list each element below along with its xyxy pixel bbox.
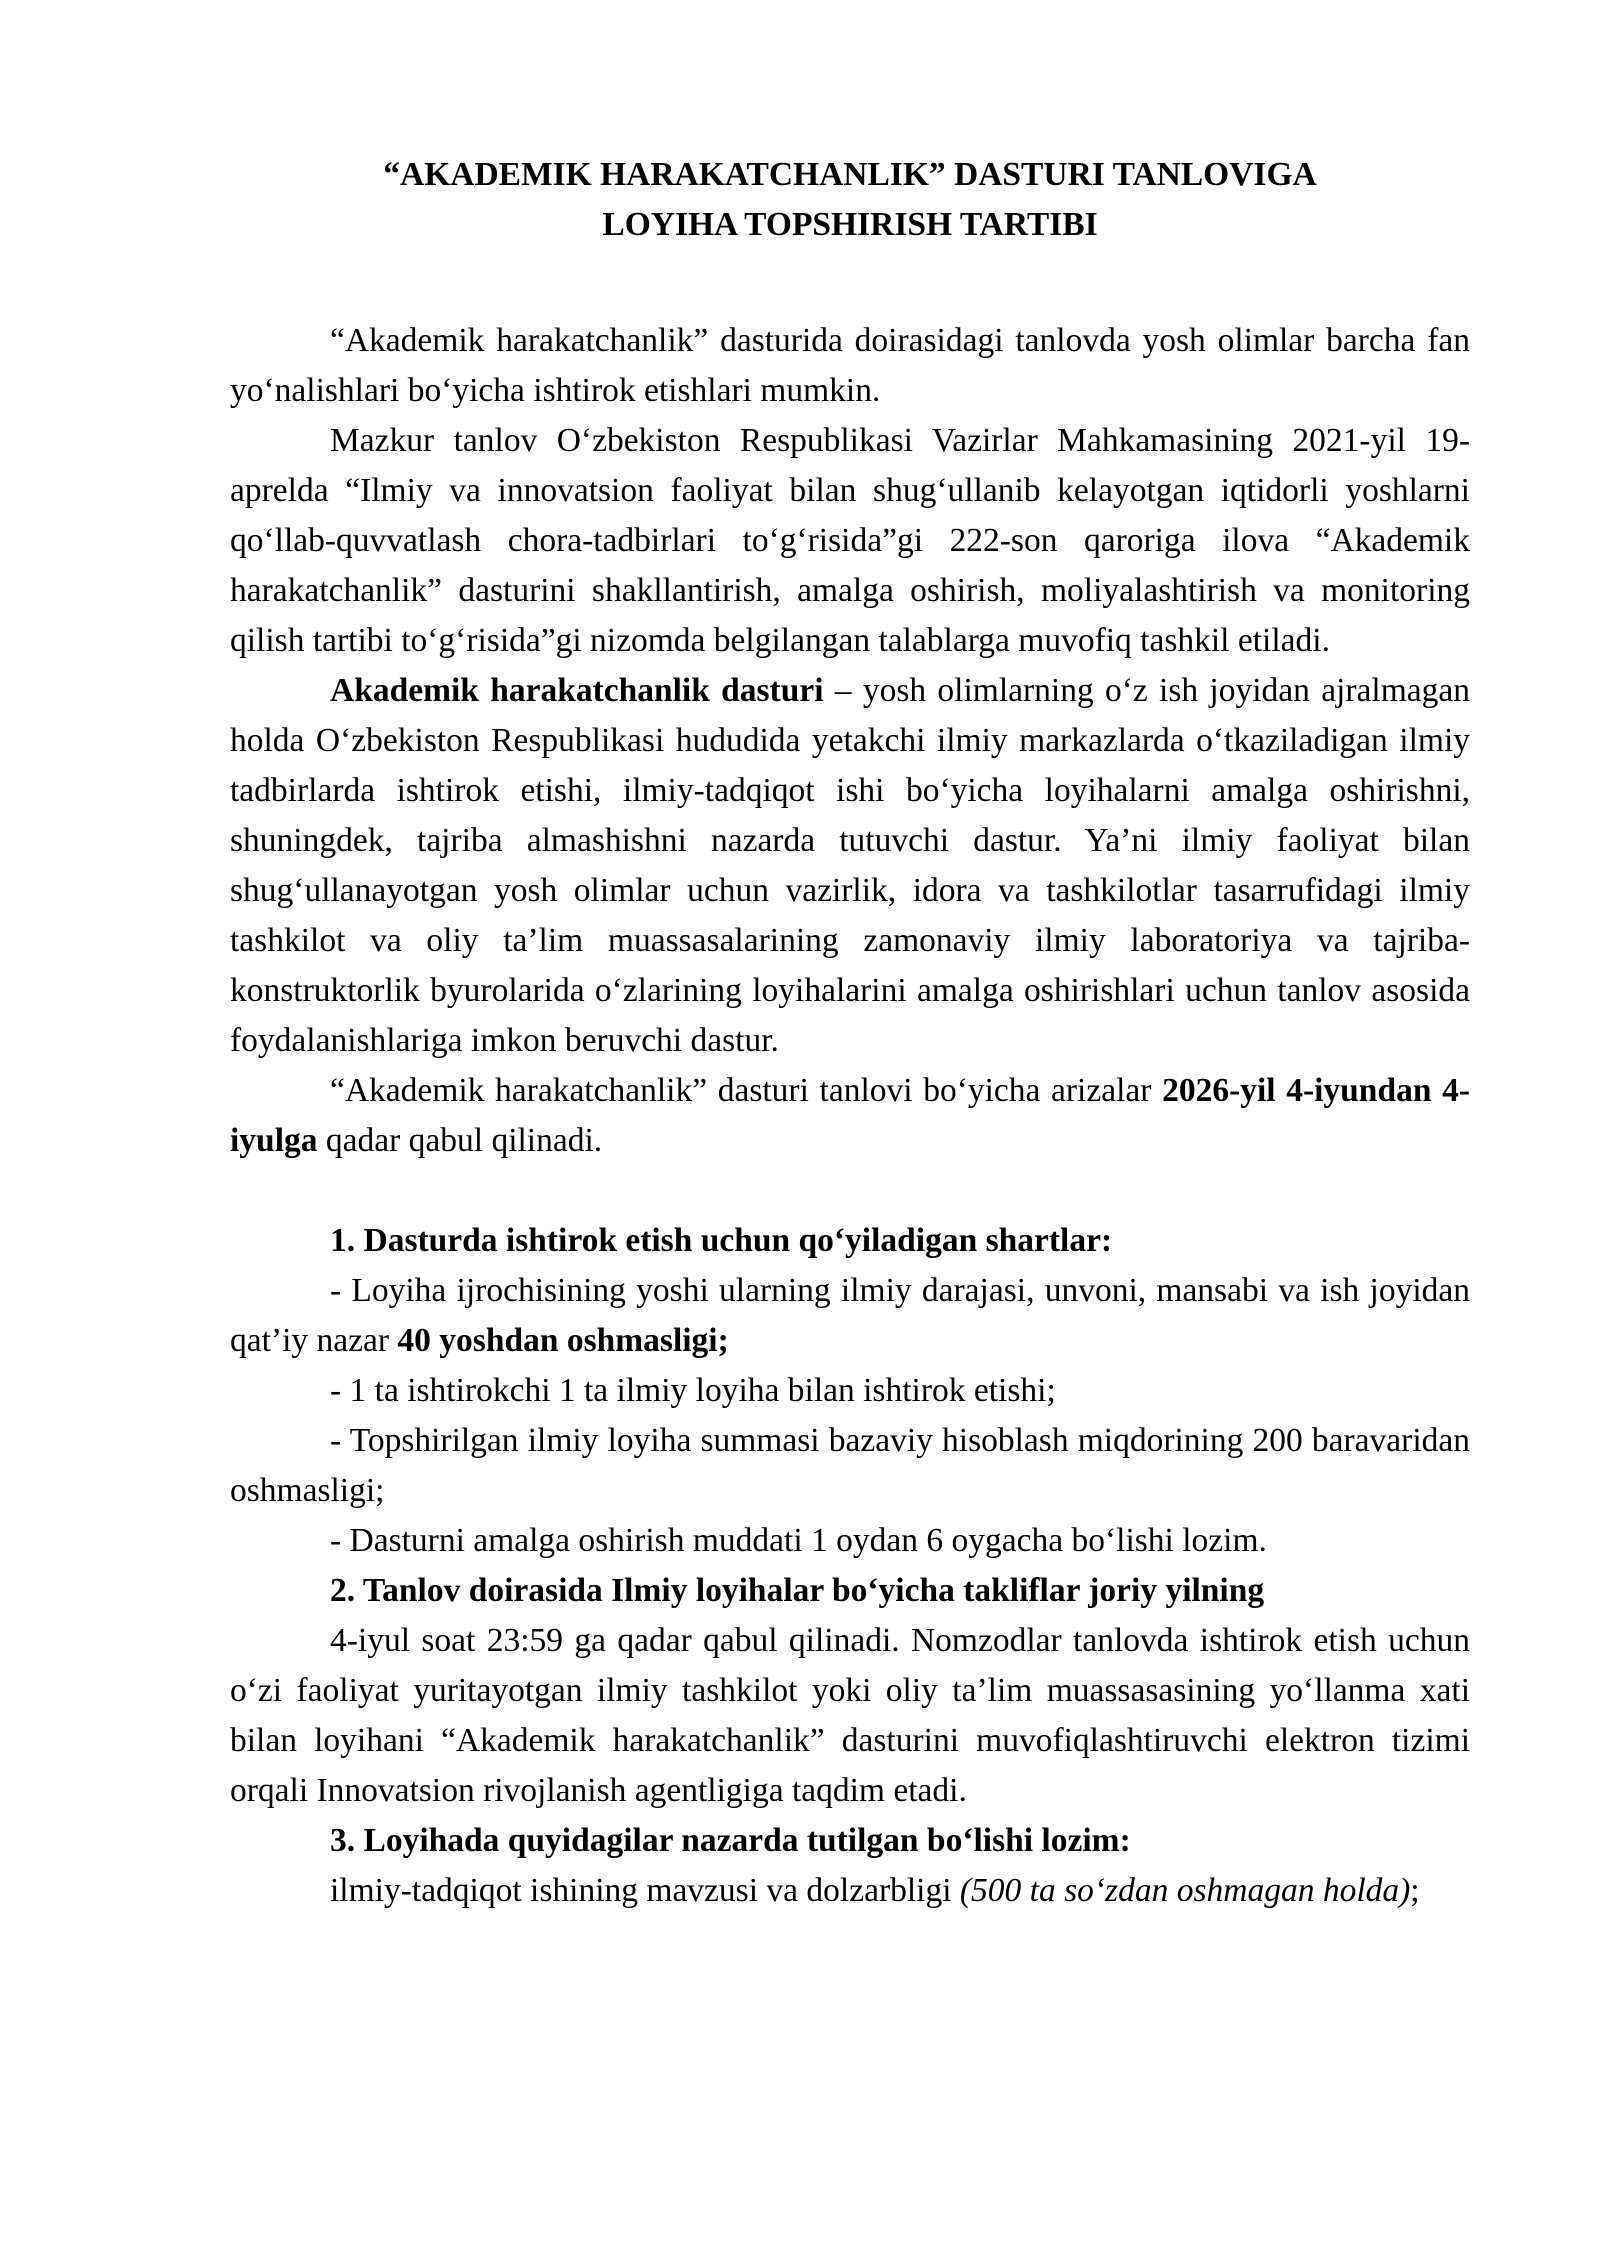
intro-paragraph-1: “Akademik harakatchanlik” dasturida doirasidagi tanlovda yosh olimlar barcha fan yo‘nalishlari bo‘yicha ishtirok etishlari mumkin. bbox=[230, 322, 1470, 409]
intro-paragraph-2: Mazkur tanlov O‘zbekiston Respublikasi Vazirlar Mahkamasining 2021-yil 19-aprelda “Ilmiy va innovatsion faoliyat bilan shug‘ullanib kelayotgan iqtidorli yoshlarni qo‘llab-quvvatlash chora-tadbirlari to‘g‘risida”gi 222-son qaroriga ilova “Akademik harakatchanlik” dasturini shakllantirish, amalga oshirish, moliyalashtirish va monitoring qilish tartibi to‘g‘risida”gi nizomda belgilangan talablarga muvofiq tashkil etiladi. bbox=[230, 422, 1470, 659]
title-line-1: “AKADEMIK HARAKATCHANLIK” DASTURI TANLOVIGA bbox=[383, 156, 1317, 193]
section-3-item-1 bbox=[230, 1866, 1470, 1916]
program-term: Akademik harakatchanlik dasturi bbox=[330, 672, 824, 709]
document-title bbox=[230, 150, 1470, 250]
topic-requirement: ilmiy-tadqiqot ishining mavzusi va dolzarbligi bbox=[330, 1872, 960, 1909]
deadline-text-pre: “Akademik harakatchanlik” dasturi tanlovi bo‘yicha arizalar bbox=[330, 1072, 1163, 1109]
program-definition: – yosh olimlarning o‘z ish joyidan ajralmagan holda O‘zbekiston Respublikasi hududida yetakchi ilmiy markazlarda o‘tkaziladigan ilmiy tadbirlarda ishtirok etishi, ilmiy-tadqiqot ishi bo‘yicha loyihalarni amalga oshirishni, shuningdek, tajriba almashishni nazarda tutuvchi dastur. Ya’ni ilmiy faoliyat bilan shug‘ullanayotgan yosh olimlar uchun vazirlik, idora va tashkilotlar tasarrufidagi ilmiy tashkilot va oliy ta’lim muassasalarining zamonaviy ilmiy laboratoriya va tajriba-konstruktorlik byurolarida o‘zlarining loyihalarini amalga oshirishlari uchun tanlov asosida foydalanishlariga imkon beruvchi dastur. bbox=[230, 672, 1470, 1059]
section-2-text: 4-iyul soat 23:59 ga qadar qabul qilinadi. Nomzodlar tanlovda ishtirok etish uchun o‘zi faoliyat yuritayotgan ilmiy tashkilot yoki oliy ta’lim muassasasining yo‘llanma xati bilan loyihani “Akademik harakatchanlik” dasturini muvofiqlashtiruvchi elektron tizimi orqali Innovatsion rivojlanish agentligiga taqdim etadi. bbox=[230, 1622, 1470, 1809]
section-1-item-2: - 1 ta ishtirokchi 1 ta ilmiy loyiha bilan ishtirok etishi; bbox=[330, 1372, 1056, 1409]
intro-paragraph-3 bbox=[230, 666, 1470, 1066]
title-line-2: LOYIHA TOPSHIRISH TARTIBI bbox=[602, 206, 1098, 243]
age-condition-text: - Loyiha ijrochisining yoshi ularning ilmiy darajasi, unvoni, mansabi va ish joyidan qat’iy nazar bbox=[230, 1272, 1470, 1359]
deadline-text-post: qadar qabul qilinadi. bbox=[317, 1122, 603, 1159]
document-page bbox=[230, 150, 1470, 1916]
section-2-heading: 2. Tanlov doirasida Ilmiy loyihalar bo‘yicha takliflar joriy yilning bbox=[330, 1572, 1265, 1609]
deadline-dates: 2026-yil 4-iyundan 4-iyulga bbox=[230, 1072, 1470, 1159]
age-limit: 40 yoshdan oshmasligi; bbox=[397, 1322, 729, 1359]
word-limit-note: (500 ta so‘zdan oshmagan holda) bbox=[959, 1872, 1411, 1909]
section-1-item-4: - Dasturni amalga oshirish muddati 1 oydan 6 oygacha bo‘lishi lozim. bbox=[330, 1522, 1267, 1559]
intro-paragraph-4 bbox=[230, 1066, 1470, 1166]
section-1-heading: 1. Dasturda ishtirok etish uchun qo‘yiladigan shartlar: bbox=[330, 1222, 1113, 1259]
section-1-item-1 bbox=[230, 1266, 1470, 1366]
section-1-item-3: - Topshirilgan ilmiy loyiha summasi bazaviy hisoblash miqdorining 200 baravaridan oshmasligi; bbox=[230, 1422, 1470, 1509]
item-terminator: ; bbox=[1410, 1872, 1420, 1909]
section-3-heading: 3. Loyihada quyidagilar nazarda tutilgan bo‘lishi lozim: bbox=[330, 1822, 1131, 1859]
